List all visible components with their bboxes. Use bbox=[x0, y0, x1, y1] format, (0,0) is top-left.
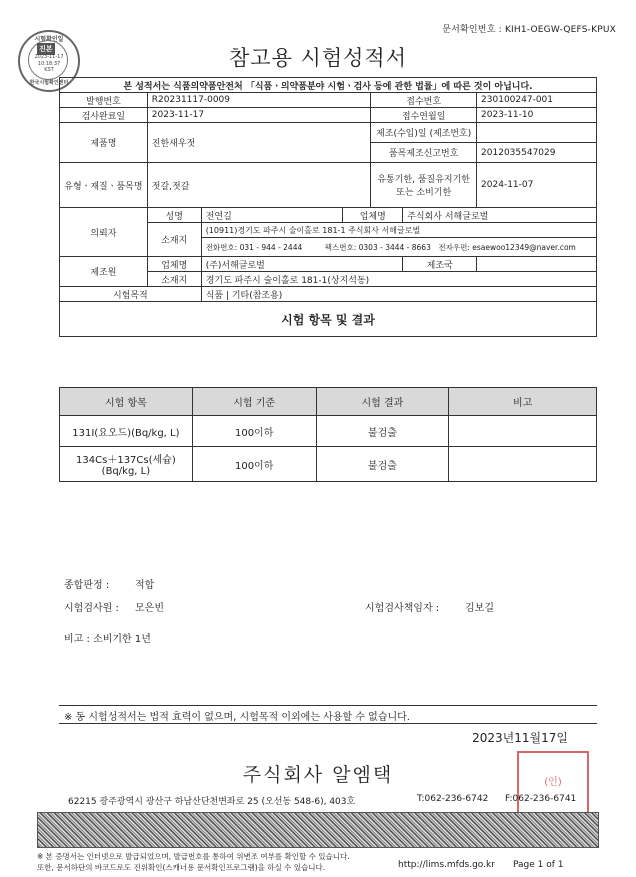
report-no-label: 품목제조신고번호 bbox=[371, 143, 477, 163]
product-name: 진한새우젓 bbox=[147, 123, 371, 163]
row-result: 불검출 bbox=[316, 447, 449, 482]
issue-date: 2023년11월17일 bbox=[472, 731, 568, 745]
remark: 비고 : 소비기한 1년 bbox=[64, 634, 151, 645]
expiry-value: 2024-11-07 bbox=[477, 163, 597, 208]
certificate-info-table bbox=[59, 77, 597, 337]
maker-company: (주)서해글로벌 bbox=[201, 257, 403, 272]
manager-name: 김보길 bbox=[465, 603, 494, 614]
row-result: 불검출 bbox=[316, 416, 449, 447]
row-item: 134Cs＋137Cs(세슘)(Bq/kg, L) bbox=[60, 447, 193, 482]
manager-label: 시험검사책임자 : bbox=[365, 603, 440, 614]
divider bbox=[59, 723, 597, 724]
mfg-date bbox=[477, 123, 597, 143]
client-company-label: 업체명 bbox=[343, 208, 403, 223]
seal-mark: (인) bbox=[544, 777, 562, 788]
client-address-label: 소재지 bbox=[147, 223, 201, 257]
header-standard: 시험 기준 bbox=[192, 388, 316, 416]
footer-note-2: 또한, 문서하단의 바코드로도 진위확인(스캐너용 문서확인프로그램)을 하실 수 있습니다. bbox=[37, 863, 326, 872]
row-item: 131I(요오드)(Bq/kg, L) bbox=[60, 416, 193, 447]
maker-address: 경기도 파주시 술이홀로 181-1(상지석동) bbox=[201, 272, 596, 287]
stamp-time: 10:18:37 bbox=[37, 61, 61, 67]
maker-address-label: 소재지 bbox=[147, 272, 201, 287]
issue-no-label: 발행번호 bbox=[60, 93, 148, 108]
document-number: 문서확인번호 : KIH1-OEGW-QEFS-KPUX bbox=[442, 25, 616, 35]
type-value: 젓갈,젓갈 bbox=[147, 163, 371, 208]
results-table bbox=[59, 387, 597, 482]
country-label: 제조국 bbox=[403, 257, 477, 272]
legal-notice: ※ 동 시험성적서는 법적 효력이 없으며, 시험목적 이외에는 사용할 수 없습니다. bbox=[64, 712, 410, 723]
completion-label: 검사완료일 bbox=[60, 108, 148, 123]
table-row bbox=[60, 416, 597, 447]
judgment-value: 적합 bbox=[135, 580, 155, 591]
header-result: 시험 결과 bbox=[316, 388, 449, 416]
completion-date: 2023-11-17 bbox=[147, 108, 371, 123]
row-note bbox=[449, 447, 597, 482]
receipt-date-label: 접수연월일 bbox=[371, 108, 477, 123]
client-label: 의뢰자 bbox=[60, 208, 148, 257]
row-standard: 100이하 bbox=[192, 416, 316, 447]
stamp-date: 2023-11-17 bbox=[34, 54, 64, 60]
receipt-date: 2023-11-10 bbox=[477, 108, 597, 123]
verification-barcode bbox=[37, 812, 599, 848]
table-row bbox=[60, 447, 597, 482]
purpose-label: 시험목적 bbox=[60, 287, 202, 302]
country bbox=[477, 257, 597, 272]
report-no: 2012035547029 bbox=[477, 143, 597, 163]
purpose: 식품 | 기타(참조용) bbox=[201, 287, 596, 302]
issuing-company: 주식회사 알엠택 bbox=[242, 764, 394, 786]
verification-url: http://lims.mfds.go.kr bbox=[398, 860, 495, 870]
divider bbox=[59, 705, 597, 706]
page-number: Page 1 of 1 bbox=[513, 860, 564, 870]
header-note: 비고 bbox=[449, 388, 597, 416]
receipt-no: 230100247-001 bbox=[477, 93, 597, 108]
row-note bbox=[449, 416, 597, 447]
results-caption: 시험 항목 및 결과 bbox=[60, 302, 597, 337]
client-contact: 전화번호: 031 - 944 - 2444 팩스번호: 0303 - 3444 - 8663 전자우편: esaewoo12349@naver.com bbox=[201, 238, 596, 257]
mfg-date-label: 제조(수입)일 (제조번호) bbox=[371, 123, 477, 143]
client-name: 전연길 bbox=[201, 208, 343, 223]
product-label: 제품명 bbox=[60, 123, 148, 163]
company-fax: F:062-236-6741 bbox=[505, 794, 577, 804]
tester-name: 모은빈 bbox=[135, 603, 164, 614]
tester-label: 시험검사원 : bbox=[64, 603, 119, 614]
company-address: 62215 광주광역시 광산구 하남산단천변좌로 25 (오선동 548-6), 403호 bbox=[68, 797, 356, 807]
receipt-no-label: 접수번호 bbox=[371, 93, 477, 108]
stamp-badge: 진본 bbox=[39, 45, 53, 53]
header-test-item: 시험 항목 bbox=[60, 388, 193, 416]
maker-label: 제조원 bbox=[60, 257, 148, 287]
company-seal bbox=[517, 751, 589, 819]
page-title: 참고용 시험성적서 bbox=[229, 46, 407, 70]
stamp-ring-top: 시험확인일 bbox=[34, 36, 64, 43]
stamp-zone: KST bbox=[44, 67, 54, 73]
maker-company-label: 업체명 bbox=[147, 257, 201, 272]
disclaimer-row: 본 성적서는 식품의약품안전처 「식품ㆍ의약품분야 시험ㆍ검사 등에 관한 법률」에 따른 것이 아닙니다. bbox=[60, 78, 597, 93]
row-standard: 100이하 bbox=[192, 447, 316, 482]
client-company: 주식회사 서해글로벌 bbox=[403, 208, 597, 223]
expiry-label: 유통기한, 품질유지기한 또는 소비기한 bbox=[371, 163, 477, 208]
client-name-label: 성명 bbox=[147, 208, 201, 223]
type-label: 유형ㆍ재질ㆍ품목명 bbox=[60, 163, 148, 208]
client-address: (10911)경기도 파주시 술이홀로 181-1 주식회사 서해글로벌 bbox=[201, 223, 596, 238]
judgment-label: 종합판정 : bbox=[64, 580, 110, 591]
footer-note-1: ※ 본 증명서는 인터넷으로 발급되었으며, 발급번호를 통하여 위변조 여부를 확인할 수 있습니다. bbox=[37, 852, 350, 861]
results-header-row bbox=[60, 388, 597, 416]
issue-no: R20231117-0009 bbox=[147, 93, 371, 108]
stamp-ring-bottom: 한국시험확인센터 bbox=[29, 80, 69, 86]
company-tel: T:062-236-6742 bbox=[417, 794, 489, 804]
